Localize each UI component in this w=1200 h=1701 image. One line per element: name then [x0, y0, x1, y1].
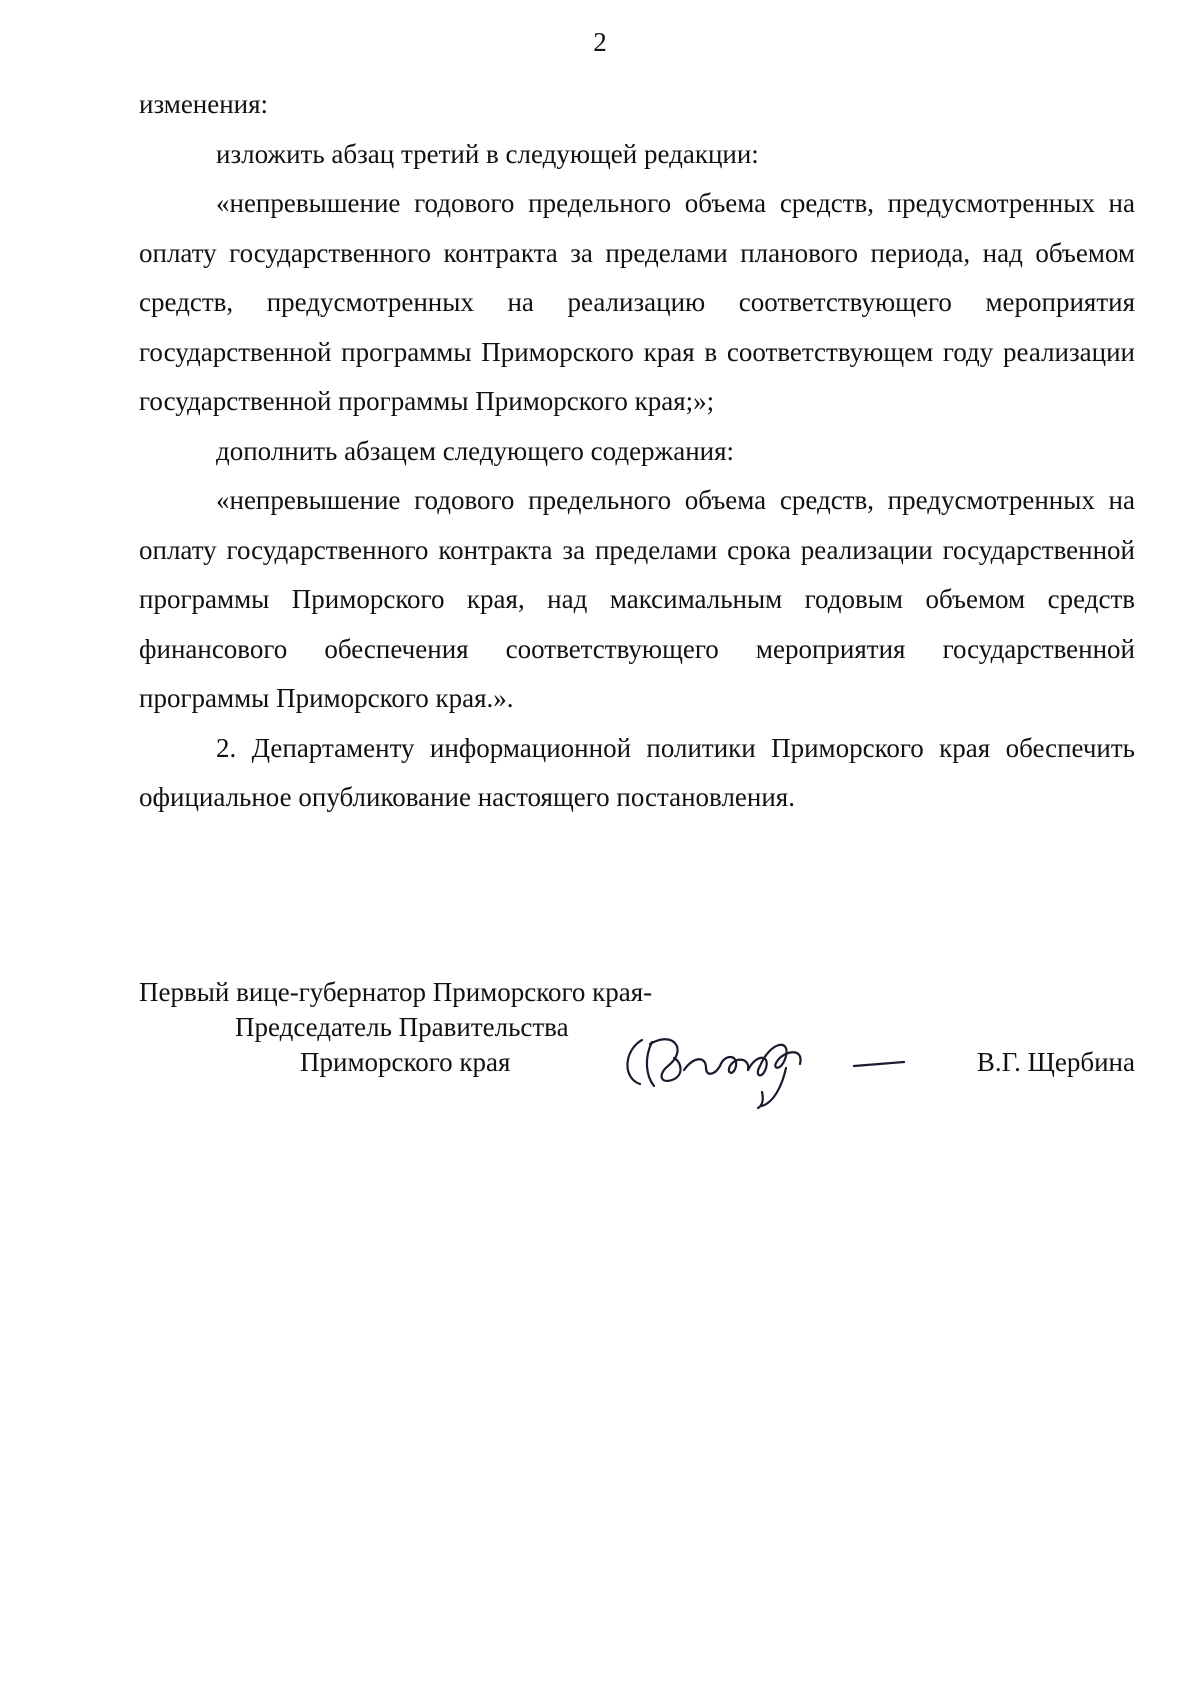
- paragraph-changes-intro: изменения:: [139, 89, 269, 119]
- paragraph-point-2: 2. Департаменту информационной политики Приморского края обеспечить официальное опубликование настоящего постановления.: [139, 732, 1135, 812]
- signatory-title-line-3: Приморского края: [300, 1047, 511, 1077]
- paragraph-instruction-add: дополнить абзацем следующего содержания:: [216, 435, 735, 466]
- signatory-title-line-1: Первый вице-губернатор Приморского края-: [139, 977, 653, 1007]
- paragraph-quoted-third: «непревышение годового предельного объема средств, предусмотренных на оплату государственного контракта за пределами планового периода, над объемом средств, предусмотренных на реализацию соответствующего мероприятия государственной программы Приморского края в соответствующем году реализации государственной программы Приморского края;»;: [139, 188, 1135, 416]
- signature-block: [139, 975, 1135, 1115]
- paragraph-quoted-new: «непревышение годового предельного объема средств, предусмотренных на оплату государственного контракта за пределами срока реализации государственной программы Приморского края, над максимальным годовым объемом средств финансового обеспечения соответствующего мероприятия государственной программы Приморского края.».: [139, 485, 1135, 713]
- signatory-name: В.Г. Щербина: [976, 1047, 1135, 1077]
- handwritten-signature: [614, 1010, 974, 1110]
- paragraph-instruction-third: изложить абзац третий в следующей редакции:: [216, 138, 759, 169]
- document-body: [139, 80, 1135, 823]
- signatory-title-line-2: Председатель Правительства: [235, 1012, 569, 1042]
- page-number: 2: [593, 27, 607, 57]
